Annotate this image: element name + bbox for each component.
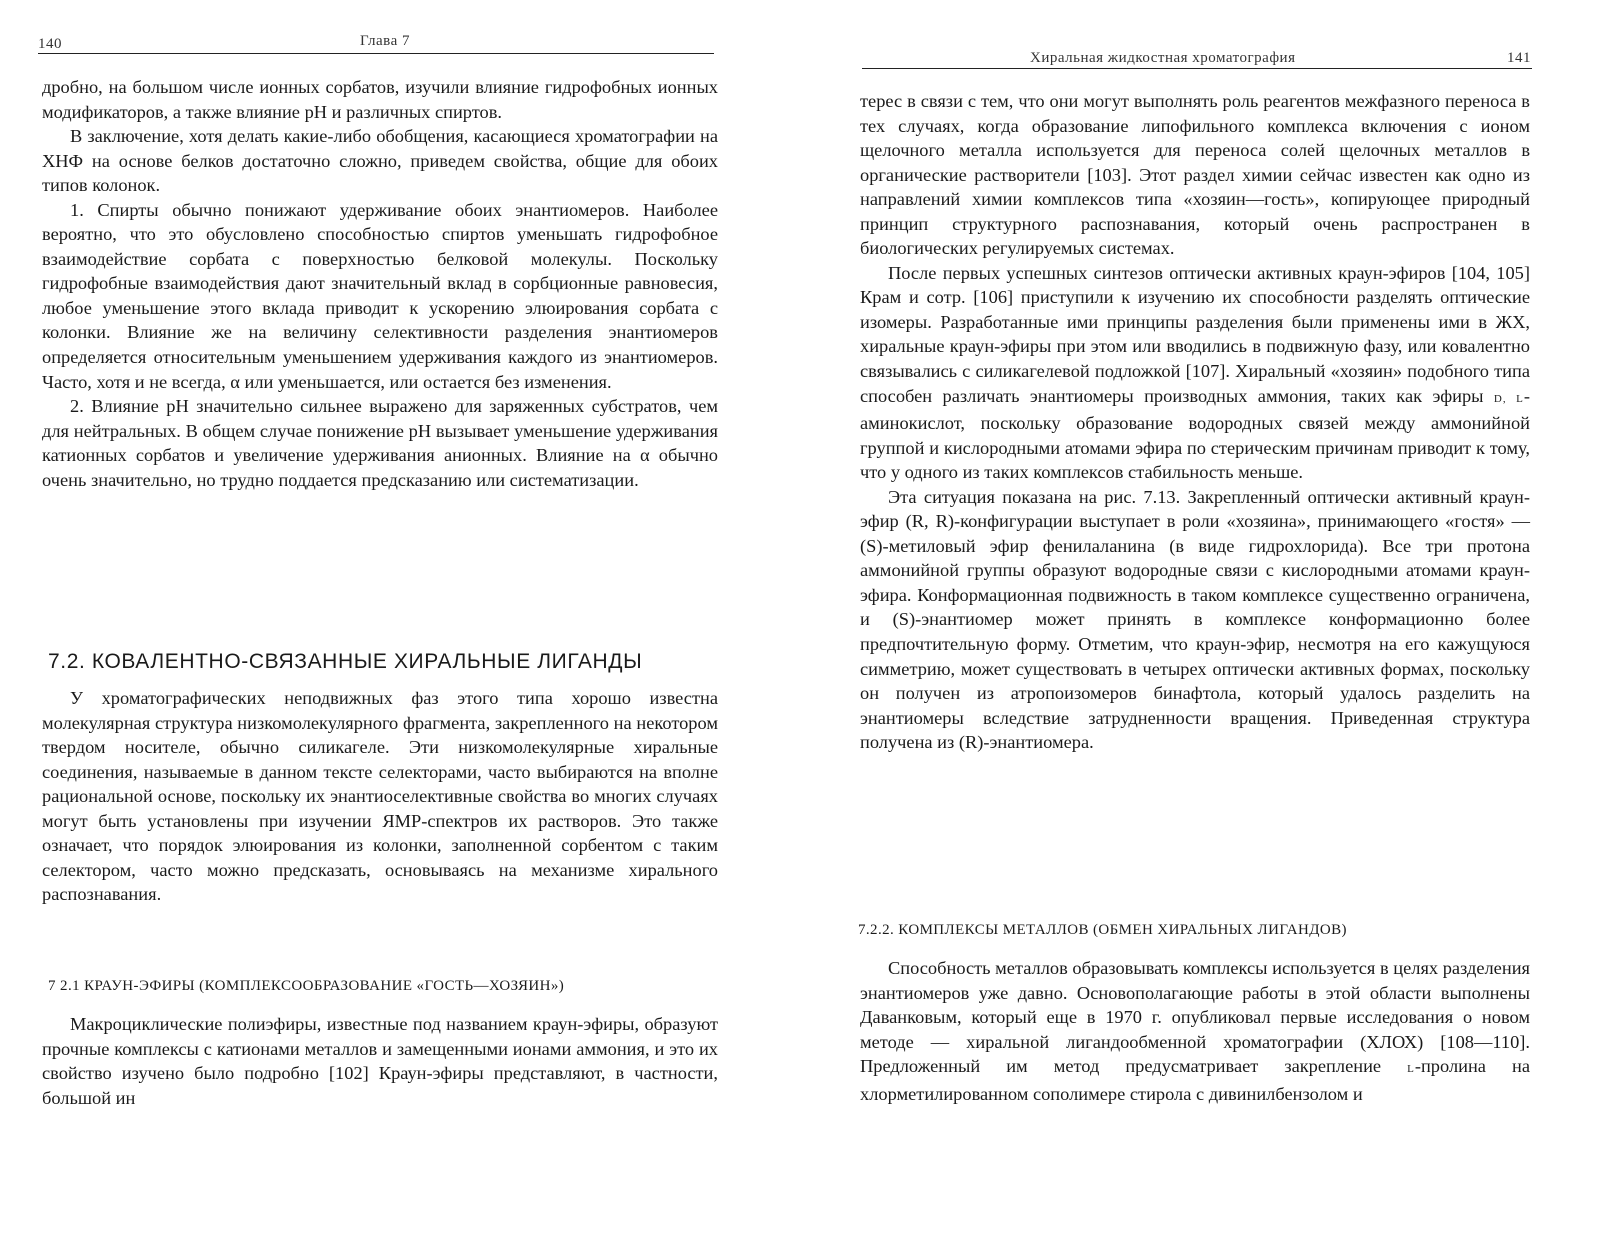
right-text-block-2 — [860, 956, 1530, 1106]
paragraph-text: -аминокислот, поскольку образование водородных связей между аммонийной группой и кислородными атомами эфира по стерическим причинам приводит к тому, что у одного из таких комплексов стабильность меньше. — [860, 385, 1530, 483]
left-text-block-2 — [42, 686, 718, 907]
l-prefix: L — [1407, 1063, 1415, 1076]
left-text-block-3 — [42, 1012, 718, 1110]
paragraph — [860, 261, 1530, 485]
subsection-heading-left: 7 2.1 КРАУН-ЭФИРЫ (КОМПЛЕКСООБРАЗОВАНИЕ «ГОСТЬ—ХОЗЯИН») — [48, 978, 565, 994]
paragraph: 2. Влияние pH значительно сильнее выражено для заряженных субстратов, чем для нейтральных. В общем случае понижение pH вызывает уменьшение удерживания катионных сорбатов и увеличение удерживания анионных. Влияние на α обычно очень значительно, но трудно поддается предсказанию или систематизации. — [42, 396, 718, 490]
paragraph-text: После первых успешных синтезов оптически активных краун-эфиров [104, 105] Крам и сотр. [106] приступили к изучению их способности разделять оптические изомеры. Разработанные ими принципы разделения были применены ими в ЖХ, хиральные краун-эфиры при этом или вводились в подвижную фазу, или ковалентно связывались с силикагелевой подложкой [107]. Хиральный «хозяин» подобного типа способен различать энантиомеры производных аммония, таких как эфиры — [860, 262, 1530, 406]
paragraph: В заключение, хотя делать какие-либо обобщения, касающиеся хроматографии на ХНФ на основе белков достаточно сложно, приведем свойства, общие для обоих типов колонок. — [42, 126, 718, 196]
paragraph: терес в связи с тем, что они могут выполнять роль реагентов межфазного переноса в тех случаях, когда образование липофильного комплекса включения с ионом щелочного металла используется для переноса солей щелочных металлов в органические растворители [103]. Этот раздел химии сейчас известен как одно из направлений химии комплексов типа «хозяин—гость», копирующее природный принцип структурного распознавания, который очень распространен в биологических регулируемых системах. — [860, 91, 1530, 259]
running-head-right: Хиральная жидкостная хроматография — [1030, 50, 1296, 66]
left-text-block-1 — [42, 75, 718, 492]
section-heading: 7.2. КОВАЛЕНТНО-СВЯЗАННЫЕ ХИРАЛЬНЫЕ ЛИГАНДЫ — [48, 650, 643, 673]
paragraph-text: -пролина на хлорметилированном сополимере стирола с дивинилбензолом и — [860, 1056, 1530, 1104]
right-text-block-1 — [860, 89, 1530, 755]
header-rule-left — [38, 53, 714, 54]
paragraph: Макроциклические полиэфиры, известные под названием краун-эфиры, образуют прочные комплексы с катионами металлов и замещенными ионами аммония, и это их свойство изучено было подробно [102] Краун-эфиры представляют, в частности, большой ин — [42, 1014, 718, 1108]
running-head-left: Глава 7 — [360, 33, 410, 49]
paragraph: 1. Спирты обычно понижают удерживание обоих энантиомеров. Наиболее вероятно, что это обусловлено способностью спиртов уменьшать гидрофобное взаимодействие сорбата с поверхностью белковой молекулы. Поскольку гидрофобные взаимодействия дают значительный вклад в сорбционные равновесия, любое уменьшение этого вклада приводит к ускорению элюирования сорбата с колонки. Влияние же на величину селективности разделения энантиомеров определяется относительным уменьшением удерживания каждого из энантиомеров. Часто, хотя и не всегда, α или уменьшается, или остается без изменения. — [42, 199, 718, 392]
right-page — [800, 0, 1600, 1239]
header-rule-right — [862, 68, 1532, 69]
page-number-left: 140 — [38, 36, 62, 52]
paragraph: дробно, на большом числе ионных сорбатов, изучили влияние гидрофобных ионных модификаторов, а также влияние pH и различных спиртов. — [42, 77, 718, 122]
subsection-heading-right: 7.2.2. КОМПЛЕКСЫ МЕТАЛЛОВ (ОБМЕН ХИРАЛЬНЫХ ЛИГАНДОВ) — [858, 922, 1347, 938]
paragraph: У хроматографических неподвижных фаз этого типа хорошо известна молекулярная структура низкомолекулярного фрагмента, закрепленного на некотором твердом носителе, обычно силикагеле. Эти низкомолекулярные хиральные соединения, называемые в данном тексте селекторами, часто выбираются на вполне рациональной основе, поскольку их энантиоселективные свойства во многих случаях могут быть установлены при изучении ЯМР-спектров их растворов. Это также означает, что порядок элюирования из колонки, заполненной сорбентом с таким селектором, часто можно предсказать, основываясь на механизме хирального распознавания. — [42, 688, 718, 905]
page-number-right: 141 — [1507, 50, 1531, 66]
paragraph — [860, 956, 1530, 1106]
paragraph: Эта ситуация показана на рис. 7.13. Закрепленный оптически активный краун-эфир (R, R)-конфигурации выступает в роли «хозяина», принимающего «гостя» — (S)-метиловый эфир фенилаланина (в виде гидрохлорида). Все три протона аммонийной группы образуют водородные связи с кислородными атомами краун-эфира. Конформационная подвижность в таком комплексе существенно ограничена, и (S)-энантиомер может принять в комплексе конформационно более предпочтительную форму. Отметим, что краун-эфир, несмотря на его кажущуюся симметрию, может существовать в четырех оптически активных формах, поскольку он получен из атропоизомеров бинафтола, который удалось разделить на энантиомеры вследствие затрудненности вращения. Приведенная структура получена из (R)-энантиомера. — [860, 486, 1530, 753]
dl-prefix: D, L — [1493, 392, 1524, 405]
paragraph-text: Способность металлов образовывать комплексы используется в целях разделения энантиомеров уже давно. Основополагающие работы в этой области выполнены Даванковым, который еще в 1970 г. опубликовал первые исследования о новом методе — хиральной лигандообменной хроматографии (ХЛОХ) [108—110]. Предложенный им метод предусматривает закрепление — [860, 958, 1530, 1077]
